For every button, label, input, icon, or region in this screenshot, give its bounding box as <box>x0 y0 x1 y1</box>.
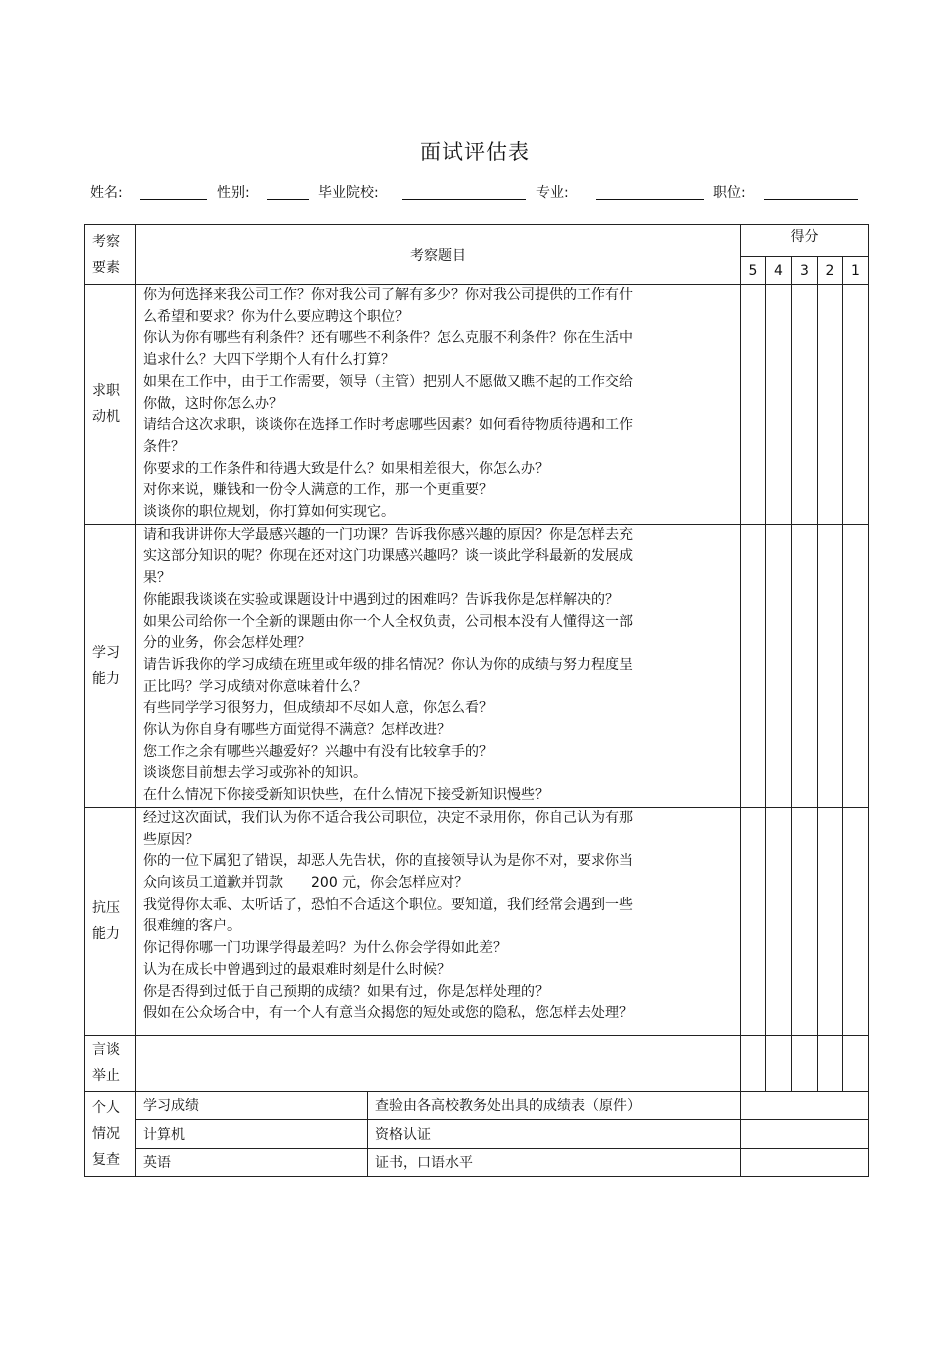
question-line: 分的业务，你会怎样处理？ <box>143 635 311 652</box>
section-learning <box>85 524 869 807</box>
question-line: 谈谈你的职位规划，你打算如何实现它。 <box>143 504 395 521</box>
score-cell[interactable] <box>766 807 792 1035</box>
question-line: 有些同学学习很努力，但成绩却不尽如人意，你怎么看？ <box>143 700 493 717</box>
review-row <box>85 1091 869 1119</box>
question-list <box>136 807 741 1035</box>
question-line: 请告诉我你的学习成绩在班里或年级的排名情况？你认为你的成绩与努力程度呈 <box>143 656 633 673</box>
section-label: 抗压 能力 <box>85 807 136 1035</box>
score-cell[interactable] <box>766 1035 792 1091</box>
question-line: 你认为你自身有哪些方面觉得不满意？怎样改进？ <box>143 722 451 739</box>
review-result[interactable] <box>741 1091 869 1119</box>
score-5-header: 5 <box>741 257 766 285</box>
position-field[interactable] <box>764 199 858 200</box>
question-line: 你能跟我谈谈在实验或课题设计中遇到过的困难吗？告诉我你是怎样解决的？ <box>143 591 619 608</box>
section-manner <box>85 1035 869 1091</box>
score-cell[interactable] <box>818 807 843 1035</box>
score-4-header: 4 <box>766 257 792 285</box>
review-method: 证书，口语水平 <box>368 1148 741 1176</box>
evaluation-table <box>84 224 869 1177</box>
score-cell[interactable] <box>818 285 843 525</box>
name-field[interactable] <box>140 199 207 200</box>
header-question: 考察题目 <box>136 225 741 285</box>
question-line: 些原因？ <box>143 831 199 848</box>
applicant-info-row <box>0 182 950 204</box>
question-line: 您工作之余有哪些兴趣爱好？兴趣中有没有比较拿手的？ <box>143 743 493 760</box>
review-row <box>85 1119 869 1148</box>
score-cell[interactable] <box>843 807 869 1035</box>
question-line: 你是否得到过低于自己预期的成绩？如果有过，你是怎样处理的？ <box>143 983 549 1000</box>
section-stress <box>85 807 869 1035</box>
score-cell[interactable] <box>792 807 818 1035</box>
score-cell[interactable] <box>792 285 818 525</box>
question-line: 条件？ <box>143 438 185 455</box>
score-cell[interactable] <box>766 524 792 807</box>
question-line: 经过这次面试，我们认为你不适合我公司职位，决定不录用你，你自己认为有那 <box>143 809 633 826</box>
score-cell[interactable] <box>792 524 818 807</box>
question-line: 很难缠的客户。 <box>143 918 241 935</box>
review-result[interactable] <box>741 1148 869 1176</box>
question-line: 你为何选择来我公司工作？你对我公司了解有多少？你对我公司提供的工作有什 <box>143 287 633 303</box>
score-cell[interactable] <box>741 285 766 525</box>
header-category: 考察 要素 <box>85 225 136 285</box>
score-3-header: 3 <box>792 257 818 285</box>
section-label: 学习 能力 <box>85 524 136 807</box>
header-score: 得分 <box>741 225 869 257</box>
score-cell[interactable] <box>843 524 869 807</box>
question-line: 众向该员工道歉并罚款 200 元，你会怎样应对？ <box>143 874 469 891</box>
section-motivation <box>85 285 869 525</box>
question-line: 你做，这时你怎么办？ <box>143 395 283 412</box>
question-line: 在什么情况下你接受新知识快些，在什么情况下接受新知识慢些？ <box>143 787 549 804</box>
manner-notes[interactable] <box>136 1035 741 1091</box>
gender-label: 性别: <box>217 185 250 201</box>
question-list <box>136 524 741 807</box>
question-line: 如果公司给你一个全新的课题由你一个人全权负责，公司根本没有人懂得这一部 <box>143 613 633 630</box>
school-label: 毕业院校: <box>318 185 379 201</box>
review-item: 英语 <box>136 1148 368 1176</box>
score-cell[interactable] <box>843 285 869 525</box>
score-cell[interactable] <box>741 524 766 807</box>
section-label: 求职 动机 <box>85 285 136 525</box>
review-result[interactable] <box>741 1119 869 1148</box>
score-1-header: 1 <box>843 257 869 285</box>
question-line: 你认为你有哪些有利条件？还有哪些不利条件？怎么克服不利条件？你在生活中 <box>143 330 633 347</box>
school-field[interactable] <box>402 199 526 200</box>
question-line: 实这部分知识的呢？你现在还对这门功课感兴趣吗？谈一谈此学科最新的发展成 <box>143 548 633 565</box>
question-line: 请和我讲讲你大学最感兴趣的一门功课？告诉我你感兴趣的原因？你是怎样去充 <box>143 526 633 543</box>
question-line: 假如在公众场合中，有一个人有意当众揭您的短处或您的隐私，您怎样去处理？ <box>143 1005 633 1022</box>
question-list <box>136 285 741 525</box>
question-line: 请结合这次求职，谈谈你在选择工作时考虑哪些因素？如何看待物质待遇和工作 <box>143 417 633 434</box>
major-label: 专业: <box>536 185 569 201</box>
score-cell[interactable] <box>818 524 843 807</box>
section-label: 个人 情况 复查 <box>85 1091 136 1176</box>
question-line: 认为在成长中曾遇到过的最艰难时刻是什么时候？ <box>143 961 451 978</box>
score-2-header: 2 <box>818 257 843 285</box>
score-cell[interactable] <box>792 1035 818 1091</box>
review-row <box>85 1148 869 1176</box>
name-label: 姓名: <box>90 185 123 201</box>
major-field[interactable] <box>596 199 704 200</box>
score-cell[interactable] <box>741 1035 766 1091</box>
review-method: 查验由各高校教务处出具的成绩表（原件） <box>368 1091 741 1119</box>
gender-field[interactable] <box>267 199 309 200</box>
question-line: 么希望和要求？你为什么要应聘这个职位？ <box>143 308 409 325</box>
score-cell[interactable] <box>741 807 766 1035</box>
question-line: 正比吗？学习成绩对你意味着什么？ <box>143 678 367 695</box>
score-cell[interactable] <box>818 1035 843 1091</box>
review-item: 计算机 <box>136 1119 368 1148</box>
section-label: 言谈 举止 <box>85 1035 136 1091</box>
review-item: 学习成绩 <box>136 1091 368 1119</box>
question-line: 果？ <box>143 570 171 587</box>
question-line: 我觉得你太乖、太听话了，恐怕不合适这个职位。要知道，我们经常会遇到一些 <box>143 896 633 913</box>
review-method: 资格认证 <box>368 1119 741 1148</box>
question-line: 你要求的工作条件和待遇大致是什么？如果相差很大，你怎么办？ <box>143 460 549 477</box>
question-line: 追求什么？大四下学期个人有什么打算？ <box>143 352 395 369</box>
score-cell[interactable] <box>766 285 792 525</box>
question-line: 你记得你哪一门功课学得最差吗？为什么你会学得如此差？ <box>143 940 507 957</box>
question-line: 谈谈您目前想去学习或弥补的知识。 <box>143 765 367 782</box>
question-line: 对你来说，赚钱和一份令人满意的工作，那一个更重要？ <box>143 482 493 499</box>
question-line: 如果在工作中，由于工作需要，领导（主管）把别人不愿做又瞧不起的工作交给 <box>143 373 633 390</box>
page-title: 面试评估表 <box>420 140 530 164</box>
score-cell[interactable] <box>843 1035 869 1091</box>
position-label: 职位: <box>713 185 746 201</box>
question-line: 你的一位下属犯了错误，却恶人先告状，你的直接领导认为是你不对，要求你当 <box>143 853 633 870</box>
